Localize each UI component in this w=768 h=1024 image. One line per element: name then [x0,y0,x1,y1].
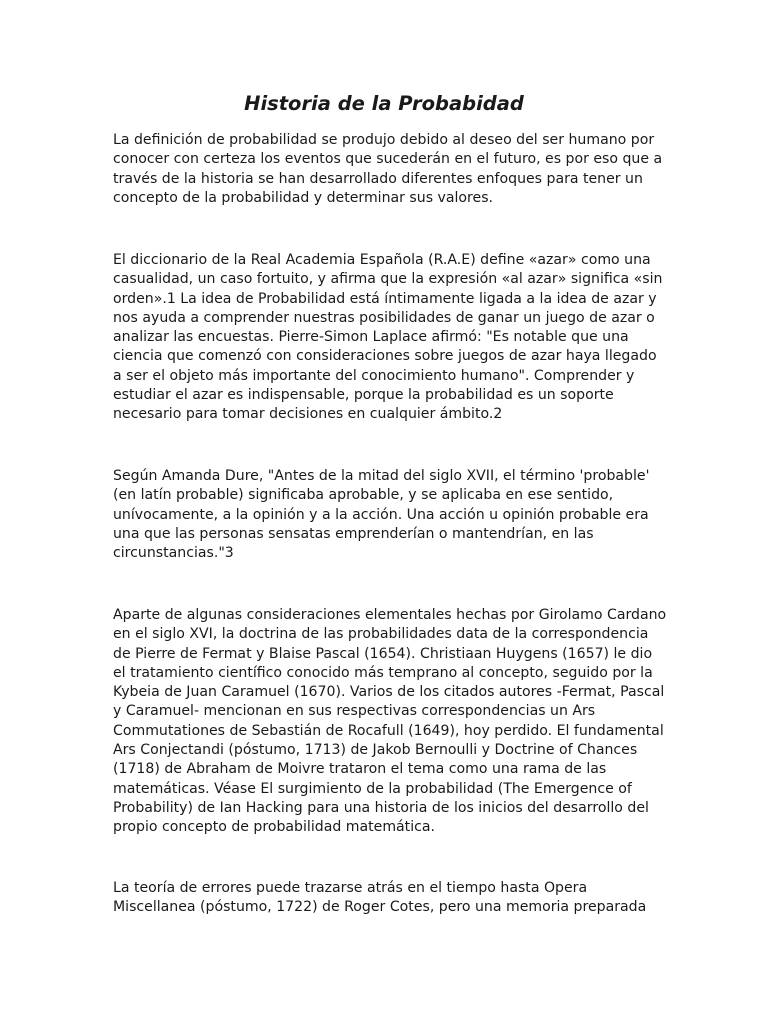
paragraph-line: en el siglo XVI, la doctrina de las probabilidades data de la correspondencia [113,626,649,643]
paragraph-line: casualidad, un caso fortuito, y afirma que la expresión «al azar» significa «sin [113,271,663,288]
paragraph-line: concepto de la probabilidad y determinar sus valores. [113,189,494,206]
document-title: Historia de la Probabidad [244,92,524,115]
paragraph-line: matemáticas. Véase El surgimiento de la probabilidad (The Emergence of [113,780,632,797]
paragraph-line: propio concepto de probabilidad matemática. [113,819,435,836]
paragraph-line: Commutationes de Sebastián de Rocafull (1649), hoy perdido. El fundamental [113,722,664,739]
paragraph-1 [113,131,663,208]
paragraph-line: Kybeia de Juan Caramuel (1670). Varios de los citados autores -Fermat, Pascal [113,684,665,701]
paragraph-line: circunstancias."3 [113,545,234,562]
paragraph-line: nos ayuda a comprender nuestras posibilidades de ganar un juego de azar o [113,309,655,326]
paragraph-line: La definición de probabilidad se produjo debido al deseo del ser humano por [113,132,655,148]
paragraph-line: estudiar el azar es indispensable, porque la probabilidad es un soporte [113,387,614,404]
paragraph-line: Probability) de Ian Hacking para una historia de los inicios del desarrollo del [113,799,649,816]
paragraph-line: el tratamiento científico conocido más temprano al concepto, seguido por la [113,664,653,681]
paragraph-line: Según Amanda Dure, "Antes de la mitad del siglo XVII, el término 'probable' [113,468,650,484]
paragraph-line: de Pierre de Fermat y Blaise Pascal (1654). Christiaan Huygens (1657) le dio [113,645,653,662]
paragraph-line: unívocamente, a la opinión y a la acción. Una acción u opinión probable era [113,506,649,523]
paragraph-line: y Caramuel- mencionan en sus respectivas correspondencias un Ars [113,703,596,720]
paragraph-line: una que las personas sensatas emprenderían o mantendrían, en las [113,525,594,542]
paragraph-line: Miscellanea (póstumo, 1722) de Roger Cotes, pero una memoria preparada [113,899,647,916]
paragraph-line: a ser el objeto más importante del conocimiento humano". Comprender y [113,367,635,384]
paragraph-line: La teoría de errores puede trazarse atrás en el tiempo hasta Opera [113,880,588,896]
paragraph-line: conocer con certeza los eventos que sucederán en el futuro, es por eso que a [113,151,663,168]
paragraph-line: Aparte de algunas consideraciones elementales hechas por Girolamo Cardano [113,607,667,623]
paragraph-2 [113,251,663,425]
paragraph-4 [113,606,667,838]
paragraph-line: través de la historia se han desarrollado diferentes enfoques para tener un [113,170,643,187]
paragraph-line: orden».1 La idea de Probabilidad está íntimamente ligada a la idea de azar y [113,290,657,307]
paragraph-line: El diccionario de la Real Academia Española (R.A.E) define «azar» como una [113,252,651,268]
paragraph-line: ciencia que comenzó con consideraciones sobre juegos de azar haya llegado [113,348,657,365]
paragraph-line: Ars Conjectandi (póstumo, 1713) de Jakob Bernoulli y Doctrine of Chances [113,742,638,759]
paragraph-3 [113,467,658,563]
paragraph-line: necesario para tomar decisiones en cualquier ámbito.2 [113,406,503,423]
paragraph-line: (en latín probable) significaba aprobable, y se aplicaba en ese sentido, [113,487,614,504]
paragraph-line: (1718) de Abraham de Moivre trataron el tema como una rama de las [113,761,607,778]
paragraph-line: analizar las encuestas. Pierre-Simon Laplace afirmó: "Es notable que una [113,329,629,346]
paragraph-5 [113,879,658,918]
